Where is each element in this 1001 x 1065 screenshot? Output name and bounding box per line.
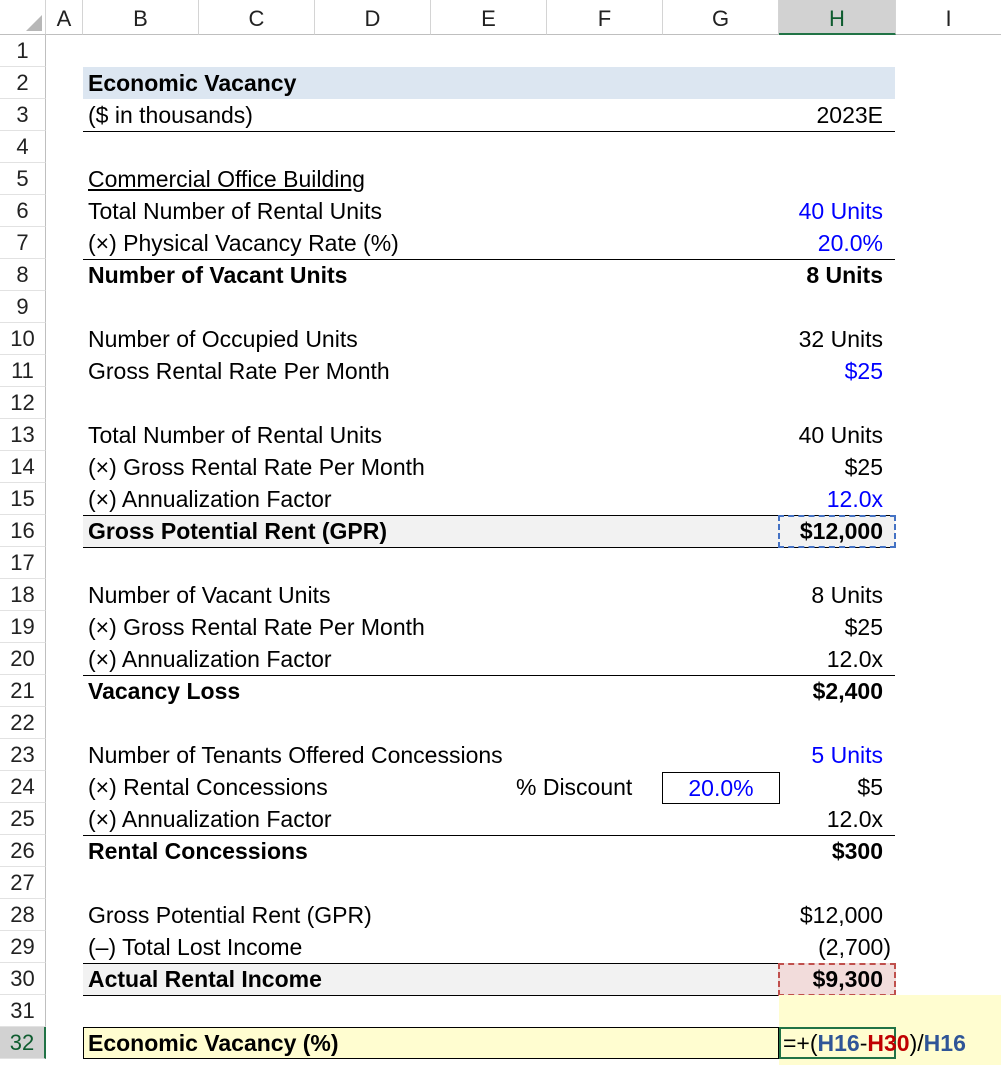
gpr-factor-input[interactable]: 12.0x xyxy=(826,486,883,512)
total-units-input[interactable]: 40 Units xyxy=(798,198,883,224)
row-header[interactable]: 25 xyxy=(0,803,46,835)
vacancy-loss-value[interactable]: $2,400 xyxy=(812,678,883,704)
column-header-g[interactable]: G xyxy=(663,0,779,35)
vacancy-rate-label[interactable]: (×) Physical Vacancy Rate (%) xyxy=(88,230,399,256)
column-header-h[interactable]: H xyxy=(779,0,896,35)
select-all-corner[interactable] xyxy=(0,0,46,35)
year-header[interactable]: 2023E xyxy=(816,102,883,128)
row-header[interactable]: 12 xyxy=(0,387,46,419)
row-header[interactable]: 3 xyxy=(0,99,46,131)
lost-income-value[interactable]: (2,700) xyxy=(818,934,891,960)
row-header[interactable]: 17 xyxy=(0,547,46,579)
vl-rate-label[interactable]: (×) Gross Rental Rate Per Month xyxy=(88,614,425,640)
row-header[interactable]: 9 xyxy=(0,291,46,323)
column-header-e[interactable]: E xyxy=(431,0,547,35)
vl-rate-value[interactable]: $25 xyxy=(844,614,883,640)
discount-label[interactable]: % Discount xyxy=(516,774,633,800)
vl-units-label[interactable]: Number of Vacant Units xyxy=(88,582,331,608)
occupied-units-label[interactable]: Number of Occupied Units xyxy=(88,326,358,352)
column-header-b[interactable]: B xyxy=(83,0,199,35)
row-header[interactable]: 7 xyxy=(0,227,46,259)
row-header[interactable]: 19 xyxy=(0,611,46,643)
row-header[interactable]: 18 xyxy=(0,579,46,611)
row-header[interactable]: 24 xyxy=(0,771,46,803)
tenants-label[interactable]: Number of Tenants Offered Concessions xyxy=(88,742,503,768)
row-header[interactable]: 21 xyxy=(0,675,46,707)
vacancy-rate-input[interactable]: 20.0% xyxy=(817,230,883,256)
gpr-total-label[interactable]: Gross Potential Rent (GPR) xyxy=(88,518,388,544)
discount-input[interactable]: 20.0% xyxy=(662,772,780,804)
section-title[interactable]: Commercial Office Building xyxy=(88,166,365,192)
rental-rate-label[interactable]: Gross Rental Rate Per Month xyxy=(88,358,390,384)
vl-factor-value[interactable]: 12.0x xyxy=(826,646,883,672)
gpr-rate-value[interactable]: $25 xyxy=(844,454,883,480)
row-header[interactable]: 11 xyxy=(0,355,46,387)
rental-rate-input[interactable]: $25 xyxy=(844,358,883,384)
row-header[interactable]: 20 xyxy=(0,643,46,675)
formula-minus: - xyxy=(859,1030,868,1056)
rental-concessions-label[interactable]: Rental Concessions xyxy=(88,838,308,864)
gpr-rate-label[interactable]: (×) Gross Rental Rate Per Month xyxy=(88,454,425,480)
actual-bottom-border xyxy=(83,995,895,996)
formula-ref-h16-denominator: H16 xyxy=(923,1030,966,1056)
gpr-units-value[interactable]: 40 Units xyxy=(798,422,883,448)
gpr-units-label[interactable]: Total Number of Rental Units xyxy=(88,422,383,448)
gpr-bottom-border xyxy=(83,547,895,548)
formula-mid: )/ xyxy=(909,1030,924,1056)
column-headers xyxy=(0,0,1001,35)
tenants-input[interactable]: 5 Units xyxy=(811,742,883,768)
actual-income-label[interactable]: Actual Rental Income xyxy=(88,966,322,992)
vacant-units-label[interactable]: Number of Vacant Units xyxy=(88,262,348,288)
sheet-title[interactable]: Economic Vacancy xyxy=(88,70,297,96)
column-header-d[interactable]: D xyxy=(315,0,431,35)
actual-gpr-label[interactable]: Gross Potential Rent (GPR) xyxy=(88,902,372,928)
row-header[interactable]: 15 xyxy=(0,483,46,515)
row-header[interactable]: 1 xyxy=(0,35,46,67)
header-underline xyxy=(83,131,895,132)
row-header[interactable]: 31 xyxy=(0,995,46,1027)
row-header[interactable]: 4 xyxy=(0,131,46,163)
row-header[interactable]: 28 xyxy=(0,899,46,931)
row-header[interactable]: 22 xyxy=(0,707,46,739)
vl-factor-label[interactable]: (×) Annualization Factor xyxy=(88,646,332,672)
row-header[interactable]: 5 xyxy=(0,163,46,195)
rental-concessions-value[interactable]: $300 xyxy=(831,838,883,864)
row-header[interactable]: 14 xyxy=(0,451,46,483)
units-note[interactable]: ($ in thousands) xyxy=(88,102,253,128)
formula-prefix: =+( xyxy=(783,1030,818,1056)
vl-units-value[interactable]: 8 Units xyxy=(811,582,883,608)
total-units-label[interactable]: Total Number of Rental Units xyxy=(88,198,383,224)
concessions-label[interactable]: (×) Rental Concessions xyxy=(88,774,328,800)
actual-income-value[interactable]: $9,300 xyxy=(812,966,883,992)
rc-factor-label[interactable]: (×) Annualization Factor xyxy=(88,806,332,832)
row-header[interactable]: 6 xyxy=(0,195,46,227)
formula-ref-h16: H16 xyxy=(817,1030,860,1056)
vacancy-loss-label[interactable]: Vacancy Loss xyxy=(88,678,241,704)
occupied-units-value[interactable]: 32 Units xyxy=(798,326,883,352)
column-header-a[interactable]: A xyxy=(46,0,83,35)
row-header[interactable]: 30 xyxy=(0,963,46,995)
column-header-f[interactable]: F xyxy=(547,0,663,35)
row-header[interactable]: 8 xyxy=(0,259,46,291)
column-header-c[interactable]: C xyxy=(199,0,315,35)
lost-income-label[interactable]: (–) Total Lost Income xyxy=(88,934,303,960)
economic-vacancy-label[interactable]: Economic Vacancy (%) xyxy=(88,1030,339,1056)
row-header[interactable]: 29 xyxy=(0,931,46,963)
rc-factor-value[interactable]: 12.0x xyxy=(826,806,883,832)
sheet-grid[interactable] xyxy=(46,35,1001,1065)
gpr-total-value[interactable]: $12,000 xyxy=(799,518,883,544)
gpr-factor-label[interactable]: (×) Annualization Factor xyxy=(88,486,332,512)
formula-edit-text[interactable] xyxy=(783,1027,966,1059)
concessions-per-unit[interactable]: $5 xyxy=(857,774,883,800)
actual-gpr-value[interactable]: $12,000 xyxy=(799,902,883,928)
row-header[interactable]: 27 xyxy=(0,867,46,899)
row-header[interactable]: 26 xyxy=(0,835,46,867)
row-header[interactable]: 16 xyxy=(0,515,46,547)
row-header[interactable]: 10 xyxy=(0,323,46,355)
row-header[interactable]: 13 xyxy=(0,419,46,451)
row-header[interactable]: 23 xyxy=(0,739,46,771)
formula-ref-h30: H30 xyxy=(867,1030,910,1056)
row-header[interactable]: 2 xyxy=(0,67,46,99)
column-header-i[interactable]: I xyxy=(896,0,1001,35)
vacant-units-value[interactable]: 8 Units xyxy=(806,262,883,288)
select-all-triangle-icon xyxy=(26,15,42,31)
row-header-selected[interactable]: 32 xyxy=(0,1027,46,1059)
